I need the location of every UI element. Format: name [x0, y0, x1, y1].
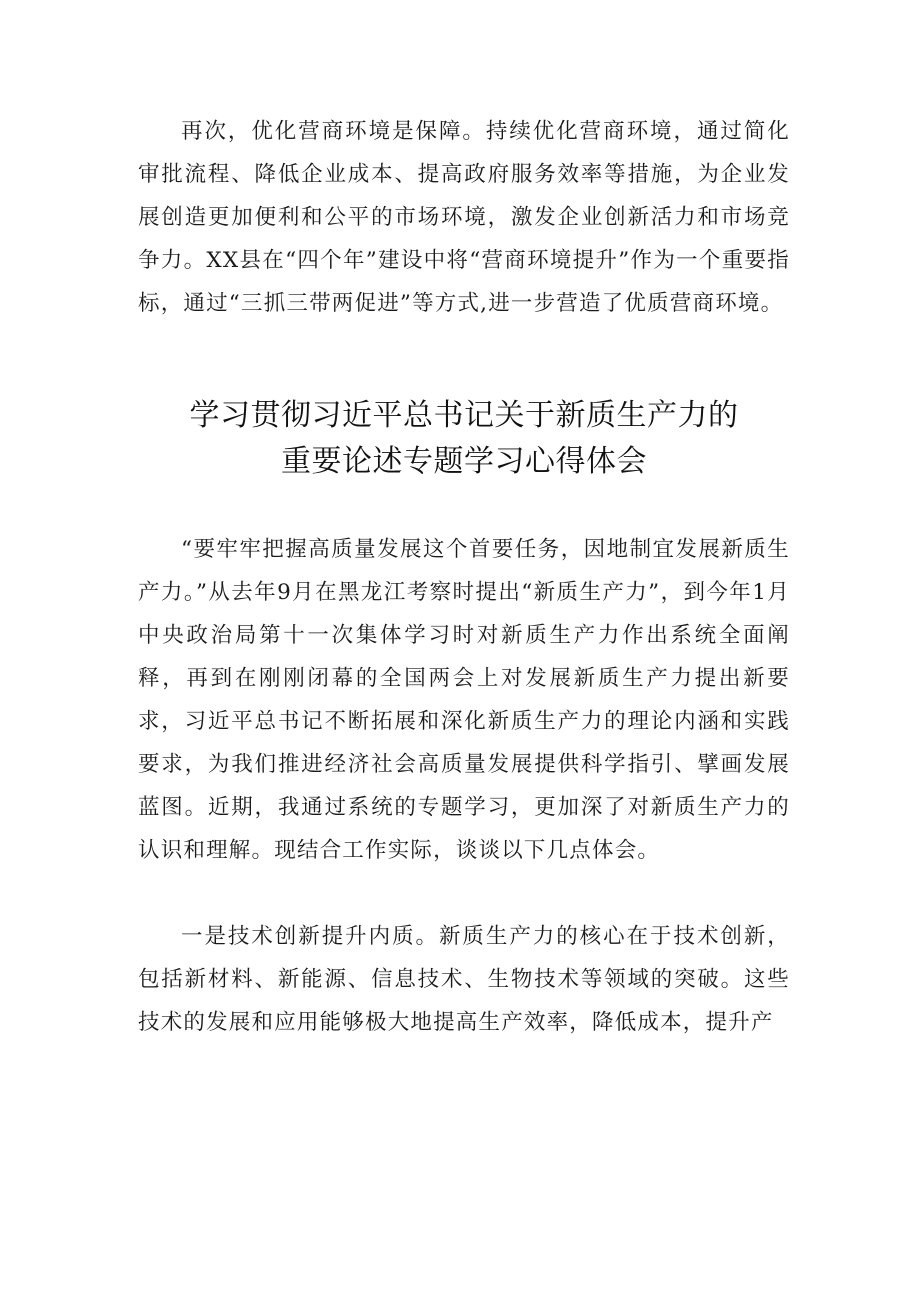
paragraph-technology-innovation: 一是技术创新提升内质。新质生产力的核心在于技术创新，包括新材料、新能源、信息技术、生物技术等领域的突破。这些技术的发展和应用能够极大地提高生产效率，降低成本，提升产	[138, 924, 790, 1035]
title-line-2: 重要论述专题学习心得体会	[281, 444, 647, 479]
title-line-1: 学习贯彻习近平总书记关于新质生产力的	[189, 398, 739, 433]
document-title	[138, 393, 790, 485]
document-body	[138, 110, 790, 1044]
paragraph-business-environment: 再次，优化营商环境是保障。持续优化营商环境，通过简化审批流程、降低企业成本、提高政府服务效率等措施，为企业发展创造更加便利和公平的市场环境，激发企业创新活力和市场竞争力。XX县在“四个年”建设中将“营商环境提升”作为一个重要指标，通过“三抓三带两促进”等方式,进一步营造了优质营商环境。	[138, 119, 790, 316]
paragraph-introduction: “要牢牢把握高质量发展这个首要任务，因地制宜发展新质生产力。”从去年9月在黑龙江考察时提出“新质生产力”，到今年1月中央政治局第十一次集体学习时对新质生产力作出系统全面阐释，再到在刚刚闭幕的全国两会上对发展新质生产力提出新要求，习近平总书记不断拓展和深化新质生产力的理论内涵和实践要求，为我们推进经济社会高质量发展提供科学指引、擘画发展蓝图。近期，我通过系统的专题学习，更加深了对新质生产力的认识和理解。现结合工作实际，谈谈以下几点体会。	[138, 537, 790, 863]
